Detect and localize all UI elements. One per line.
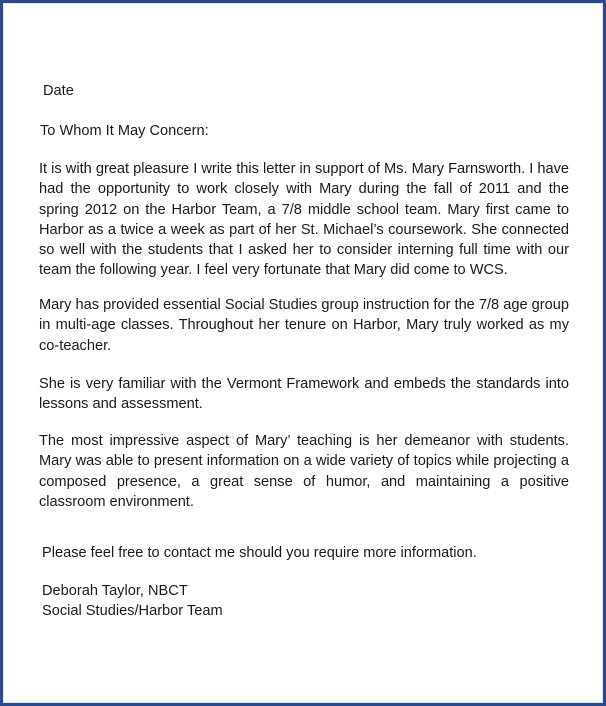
letter-salutation: To Whom It May Concern:	[40, 123, 209, 139]
signature-title: Social Studies/Harbor Team	[42, 603, 223, 619]
paragraph-1: It is with great pleasure I write this letter in support of Ms. Mary Farnsworth. I have had the opportunity to work closely with Mary during the fall of 2011 and the spring 2012 on the Harbor Team, a 7/8 middle school team. Mary first came to Harbor as a twice a week as part of her St. Michael’s coursework. She connected so well with the students that I asked her to consider interning full time with our team the following year. I feel very fortunate that Mary did come to WCS.	[39, 161, 569, 279]
signature-name: Deborah Taylor, NBCT	[42, 583, 188, 599]
paragraph-4: The most impressive aspect of Mary’ teaching is her demeanor with students. Mary was able to present information on a wide variety of topics while projecting a composed presence, a great sense of humor, and maintaining a positive classroom environment.	[39, 433, 569, 510]
letter-date: Date	[43, 83, 74, 99]
paragraph-3: She is very familiar with the Vermont Framework and embeds the standards into lessons and assessment.	[39, 376, 569, 413]
paragraph-2: Mary has provided essential Social Studies group instruction for the 7/8 age group in multi-age classes. Throughout her tenure on Harbor, Mary truly worked as my co-teacher.	[39, 297, 569, 354]
closing-line: Please feel free to contact me should you require more information.	[42, 545, 477, 561]
